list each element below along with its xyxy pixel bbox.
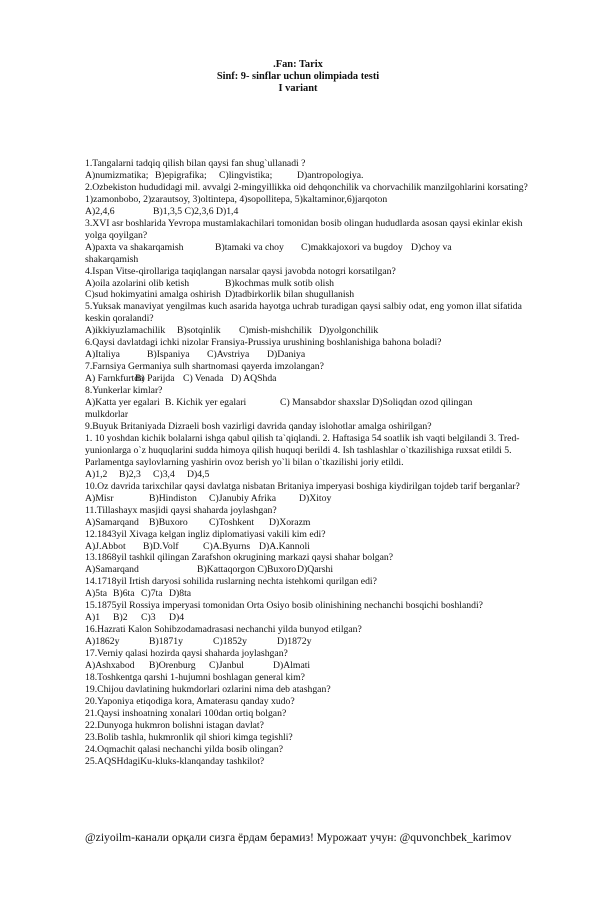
- answer-option: A)paxta va shakarqamish: [85, 241, 184, 253]
- answer-options: [85, 289, 540, 301]
- answer-option: B)epigrafika;: [155, 169, 207, 181]
- question-text: 16.Hazrati Kalon Sohibzodamadrasasi nechanchi yilda bunyod etilgan?: [85, 624, 362, 636]
- answer-option: A)J.Abbot: [85, 540, 126, 552]
- answer-option: C)3,4: [153, 468, 175, 480]
- answer-option: B)Hindiston: [149, 492, 197, 504]
- question-text: 25.AQSHdagiKu-kluks-klanqanday tashkilot?: [85, 755, 265, 767]
- answer-option: C)lingvistika;: [219, 169, 273, 181]
- answer-options: [85, 541, 540, 553]
- answer-option: D)choy va: [411, 241, 452, 253]
- answer-option: A)Italiya: [85, 349, 120, 361]
- answer-option: C)Toshkent: [209, 516, 255, 528]
- answer-option: A)Samarqand: [85, 564, 139, 576]
- answer-option: B) Parijda: [135, 373, 175, 385]
- answer-option: D)Xorazm: [269, 516, 311, 528]
- question-text: 12.1843yil Xivaga kelgan ingliz diplomatiyasi vakili kim edi?: [85, 528, 326, 540]
- answer-option: A)Ashxabod: [85, 660, 135, 672]
- answer-option: C)1852y: [213, 636, 247, 648]
- answer-option: C)3: [141, 612, 156, 624]
- question-text: 11.Tillashayx masjidi qaysi shaharda joylashgan?: [85, 504, 277, 516]
- answer-option: A)Katta yer egalari: [85, 397, 160, 409]
- answer-option: D)8ta: [169, 588, 192, 600]
- question-text: 24.Oqmachit qalasi nechanchi yilda bosib olingan?: [85, 743, 284, 755]
- grade-title: Sinf: 9- sinflar uchun olimpiada testi: [216, 71, 380, 83]
- answer-option: B)D.Volf: [143, 540, 179, 552]
- answer-option: A)2,4,6: [85, 205, 115, 217]
- answer-option: B)6ta: [113, 588, 135, 600]
- answer-options: [85, 493, 540, 505]
- answer-option: C)mish-mishchilik: [239, 325, 312, 337]
- answer-option: A)1,2: [85, 468, 108, 480]
- answer-options: [85, 170, 540, 182]
- answer-option: B)1871y: [149, 636, 183, 648]
- question-text: 2.Ozbekiston hududidagi mil. avvalgi 2-mingyillikka oid dehqonchilik va chorvachilik manzilgohlarini korsating?: [85, 181, 528, 193]
- answer-option: D)antropologiya.: [297, 169, 364, 181]
- question-text: 3.XVI asr boshlarida Yevropa mustamlakachilari tomonidan bosib olingan hududlarda asosan qaysi ekinlar ekish yolga qoyilgan?: [85, 217, 523, 241]
- question-text: 21.Qaysi inshoatning xonalari 100dan ortiq bolgan?: [85, 707, 287, 719]
- answer-options: [85, 325, 540, 337]
- answer-option: D)Qarshi: [297, 564, 334, 576]
- answer-options: [85, 397, 540, 409]
- answer-option: B)Ispaniya: [147, 349, 190, 361]
- question-text: 4.Ispan Vitse-qirollariga taqiqlangan narsalar qaysi javobda notogri korsatilgan?: [85, 265, 396, 277]
- answer-option: D)A.Kannoli: [259, 540, 310, 552]
- answer-option: C) Venada: [183, 373, 224, 385]
- question-text: 17.Verniy qalasi hozirda qaysi shaharda joylashgan?: [85, 648, 288, 660]
- answer-option: C)makkajoxori va bugdoy: [301, 241, 403, 253]
- answer-option: B)Buxoro: [149, 516, 188, 528]
- answer-option: C)Janbul: [209, 660, 244, 672]
- answer-option: A)5ta: [85, 588, 108, 600]
- answer-option: D)tadbirkorlik bilan shugullanish: [225, 289, 355, 301]
- question-text: 13.1868yil tashkil qilingan Zarafshon okrugining markazi qaysi shahar bolgan?: [85, 552, 394, 564]
- answer-option: C)sud hokimyatini amalga oshirish: [85, 289, 221, 301]
- question-text: 7.Farnsiya Germaniya sulh shartnomasi qayerda imzolangan?: [85, 361, 324, 373]
- question-text: 1.Tangalarni tadqiq qilish bilan qaysi fan shug`ullanadi ?: [85, 158, 306, 169]
- answer-option: B. Kichik yer egalari: [165, 397, 247, 409]
- answer-option: A)1: [85, 612, 101, 624]
- question-text: mulkdorlar: [85, 409, 129, 421]
- question-text: 23.Bolib tashla, hukmronlik qil shiori kimga tegishli?: [85, 731, 293, 743]
- answer-option: A)Samarqand: [85, 516, 139, 528]
- answer-option: C)Janubiy Afrika: [209, 492, 276, 504]
- answer-options: [85, 517, 540, 529]
- answer-option: D)1872y: [277, 636, 312, 648]
- answer-option: D) AQShda: [231, 373, 277, 385]
- question-text: 20.Yaponiya etiqodiga kora, Amaterasu qanday xudo?: [85, 695, 295, 707]
- answer-option: C)A.Byurns: [203, 540, 251, 552]
- question-text: shakarqamish: [85, 253, 139, 265]
- answer-option: A)1862y: [85, 636, 120, 648]
- answer-option: B)1,3,5 C)2,3,6 D)1,4: [153, 205, 239, 217]
- answer-options: [85, 636, 540, 648]
- question-text: 22.Dunyoga hukmron bolishni istagan davlat?: [85, 719, 264, 731]
- answer-option: B)2: [113, 612, 128, 624]
- answer-options: [85, 564, 540, 576]
- answer-option: D)4,5: [187, 468, 210, 480]
- answer-option: A) Farnkfurtda: [85, 373, 144, 385]
- answer-option: B)kochmas mulk sotib olish: [225, 277, 334, 289]
- answer-options: [85, 612, 540, 624]
- question-text: 6.Qaysi davlatdagi ichki nizolar Fransiya-Prussiya urushining boshlanishiga bahona boladi?: [85, 337, 442, 349]
- answer-option: B)2,3: [119, 468, 141, 480]
- question-text: 1. 10 yoshdan kichik bolalarni ishga qabul qilish ta`qiqlandi. 2. Haftasiga 54 soatlik ish vaqti belgilandi 3. Tred- yunionlarga o`z huquqlarini sudda himoya qilish huquqi berildi 4. Ish tashlashlar o`tkazilishiga ruxsat etildi 5. Parlamentga saylovlarning yashirin ovoz berish yo`li bilan o`tkazilishi joriy etildi.: [85, 432, 520, 468]
- answer-options: [85, 660, 540, 672]
- question-text: 9.Buyuk Britaniyada Dizraeli bosh vazirligi davrida qanday islohotlar amalga oshirilgan?: [85, 420, 432, 432]
- answer-option: D)Xitoy: [299, 492, 332, 504]
- answer-options: [85, 242, 540, 254]
- document-header: [0, 59, 596, 96]
- answer-option: B)Kattaqorgon C)Buxoro: [197, 564, 297, 576]
- answer-option: A)numizmatika;: [85, 169, 149, 181]
- answer-option: A)ikkiyuzlamachilik: [85, 325, 166, 337]
- subject-title: .Fan: Tarix: [273, 59, 323, 70]
- question-text: 18.Toshkentga qarshi 1-hujumni boshlagan general kim?: [85, 671, 305, 683]
- answer-option: C)7ta: [141, 588, 163, 600]
- answer-option: A)Misr: [85, 492, 114, 504]
- answer-option: D)4: [169, 612, 185, 624]
- question-list: [85, 158, 540, 768]
- variant-title: I variant: [278, 83, 318, 95]
- document-page: [0, 59, 596, 901]
- answer-option: D)Daniya: [267, 349, 306, 361]
- answer-option: B)tamaki va choy: [215, 241, 284, 253]
- question-text: 1)zamonbobo, 2)zarautsoy, 3)oltintepa, 4)sopollitepa, 5)kaltaminor,6)jarqoton: [85, 193, 388, 205]
- answer-options: [85, 206, 540, 218]
- question-text: 10.Oz davrida tarixchilar qaysi davlatga nisbatan Britaniya imperyasi boshiga kiydirilgan tojdeb tarif berganlar?: [85, 480, 520, 492]
- answer-option: A)oila azolarini olib ketish: [85, 277, 190, 289]
- answer-options: [85, 469, 540, 481]
- answer-option: D)Almati: [273, 660, 311, 672]
- answer-option: B)Orenburg: [149, 660, 196, 672]
- answer-option: C) Mansabdor shaxslar D)Soliqdan ozod qilingan: [280, 397, 473, 409]
- answer-option: D)yolgonchilik: [319, 325, 379, 337]
- answer-options: [85, 373, 540, 385]
- footer-contact: @ziyoilm-канали орқали сизга ёрдам берамиз! Мурожаат учун: @quvonchbek_karimov: [85, 831, 512, 844]
- answer-options: [85, 278, 540, 290]
- answer-option: C)Avstriya: [207, 349, 250, 361]
- question-text: 19.Chijou davlatining hukmdorlari ozlarini nima deb atashgan?: [85, 683, 331, 695]
- question-text: 14.1718yil Irtish daryosi sohilida ruslarning nechta istehkomi qurilgan edi?: [85, 576, 377, 588]
- question-text: 5.Yuksak manaviyat yengilmas kuch asarida hayotga uchrab turadigan qaysi salbiy odat, eng yomon illat sifatida keskin qoralandi?: [85, 301, 522, 325]
- question-text: 8.Yunkerlar kimlar?: [85, 385, 163, 397]
- answer-options: [85, 588, 540, 600]
- question-text: 15.1875yil Rossiya imperyasi tomonidan Orta Osiyo bosib olinishining nechanchi bosqichi boshlandi?: [85, 600, 483, 612]
- answer-option: B)sotqinlik: [177, 325, 221, 337]
- answer-options: [85, 349, 540, 361]
